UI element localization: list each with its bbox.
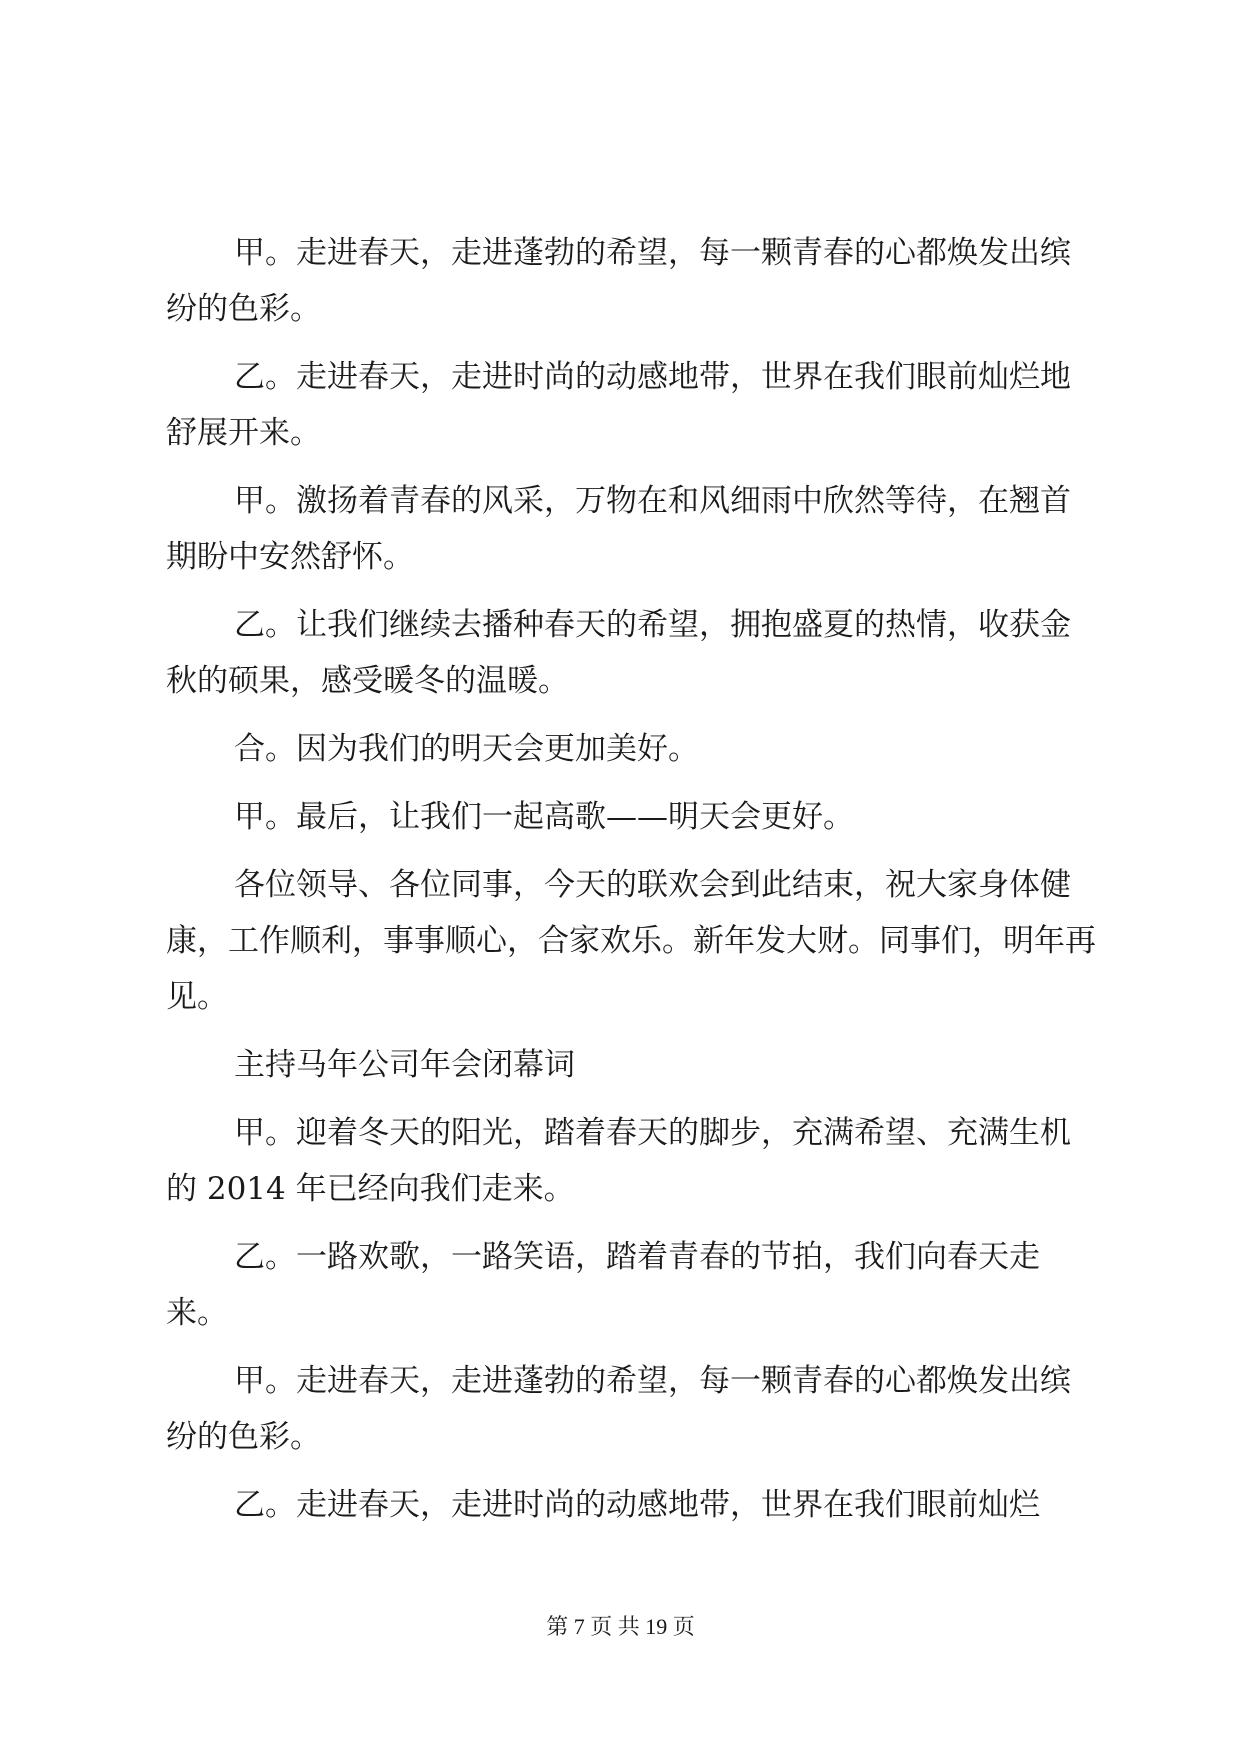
document-body [166, 225, 1096, 1545]
paragraph: 各位领导、各位同事，今天的联欢会到此结束，祝大家身体健康，工作顺利，事事顺心，合家欢乐。新年发大财。同事们，明年再见。 [166, 867, 1096, 1015]
paragraph: 乙。走进春天，走进时尚的动感地带，世界在我们眼前灿烂地舒展开来。 [166, 359, 1071, 451]
section-heading: 主持马年公司年会闭幕词 [234, 1047, 575, 1083]
paragraph: 乙。让我们继续去播种春天的希望，拥抱盛夏的热情，收获金秋的硕果，感受暖冬的温暖。 [166, 607, 1071, 699]
paragraph: 甲。走进春天，走进蓬勃的希望，每一颗青春的心都焕发出缤纷的色彩。 [166, 1363, 1071, 1455]
paragraph: 乙。一路欢歌，一路笑语，踏着青春的节拍，我们向春天走来。 [166, 1239, 1040, 1331]
page-number-label: 第 7 页 共 19 页 [546, 1614, 695, 1639]
paragraph: 甲。激扬着青春的风采，万物在和风细雨中欣然等待，在翘首期盼中安然舒怀。 [166, 483, 1071, 575]
paragraph: 甲。最后，让我们一起高歌——明天会更好。 [234, 799, 854, 835]
page-footer [0, 1612, 1241, 1642]
paragraph: 合。因为我们的明天会更加美好。 [234, 731, 699, 767]
paragraph: 乙。走进春天，走进时尚的动感地带，世界在我们眼前灿烂 [234, 1487, 1040, 1523]
paragraph: 甲。迎着冬天的阳光，踏着春天的脚步，充满希望、充满生机的 2014 年已经向我们走来。 [166, 1115, 1071, 1207]
paragraph: 甲。走进春天，走进蓬勃的希望，每一颗青春的心都焕发出缤纷的色彩。 [166, 235, 1071, 327]
